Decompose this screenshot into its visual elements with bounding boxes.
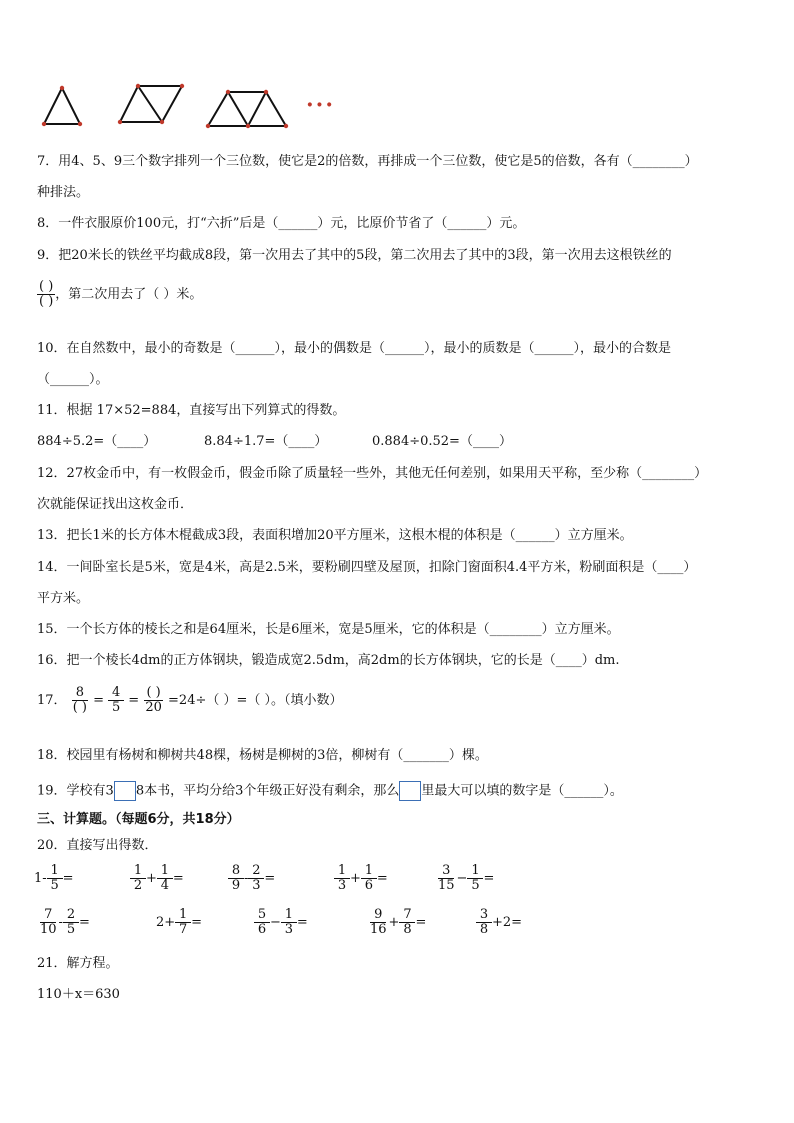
triangle-figure-2 <box>120 86 182 122</box>
fraction-1: $\frac{8}{( )}$ <box>72 685 87 715</box>
blank-box[interactable] <box>114 781 136 801</box>
triangle-figure-3 <box>208 92 286 126</box>
calc-1: 1- $\frac{1}{5}$ = <box>34 863 74 893</box>
question-9-tail: ，第二次用去了（ ）米。 <box>55 287 203 302</box>
calc-4: $\frac{1}{3}$ + $\frac{1}{6}$ = <box>334 864 388 893</box>
question-9-line-1: 9．把20米长的铁丝平均截成8段，第一次用去了其中的5段，第二次用去了其中的3段，第一次用去这根铁丝的 <box>37 248 672 263</box>
section-3-heading: 三、计算题。（每题6分，共18分） <box>37 812 240 827</box>
fraction-blank: $\frac{( )}{( )}$ <box>39 279 54 309</box>
question-8: 8．一件衣服原价100元，打“六折”后是（______）元，比原价节省了（______）元。 <box>37 216 526 231</box>
equals-sign: = <box>93 693 105 708</box>
calc-8: $\frac{5}{6}$ − $\frac{1}{3}$ = <box>254 908 308 937</box>
question-11: 11．根据 17×52=884，直接写出下列算式的得数。 <box>37 403 346 418</box>
question-7-line-2: 种排法。 <box>37 185 90 200</box>
question-11-expr-3: 0.884÷0.52=（____） <box>372 434 512 449</box>
question-16: 16．把一个棱长4dm的正方体钢块，锻造成宽2.5dm，高2dm的长方体钢块，它的长是（____）dm. <box>37 653 620 668</box>
question-15: 15．一个长方体的棱长之和是64厘米，长是6厘米，宽是5厘米，它的体积是（________）立方厘米。 <box>37 622 620 637</box>
fraction-2: $\frac{4}{5}$ <box>108 686 124 715</box>
question-18: 18．校园里有杨树和柳树共48棵，杨树是柳树的3倍，柳树有（_______）棵。 <box>37 748 488 763</box>
question-13: 13．把长1米的长方体木棍截成3段，表面积增加20平方厘米，这根木棍的体积是（______）立方厘米。 <box>37 528 633 543</box>
question-14-line-1: 14．一间卧室长是5米，宽是4米，高是2.5米，要粉刷四壁及屋顶，扣除门窗面积4.4平方米，粉刷面积是（____） <box>37 560 697 575</box>
question-11-expr-2: 8.84÷1.7=（____） <box>204 434 328 449</box>
triangle-figures <box>30 78 350 134</box>
question-19-part-1: 19．学校有3 <box>37 783 114 799</box>
question-14-line-2: 平方米。 <box>37 591 90 606</box>
triangle-figure-1 <box>44 88 80 124</box>
question-17 <box>37 686 343 715</box>
question-21: 21．解方程。 <box>37 956 119 971</box>
question-19-part-3: 里最大可以填的数字是（______）。 <box>421 783 623 799</box>
question-10-line-2: （______）。 <box>37 372 109 387</box>
calc-9: $\frac{9}{16}$ + $\frac{7}{8}$ = <box>370 907 427 937</box>
question-17-label: 17． <box>37 693 67 708</box>
calc-6: $\frac{7}{10}$ - $\frac{2}{5}$ = <box>40 907 90 937</box>
equation: 110＋x＝630 <box>37 987 120 1002</box>
question-12-line-1: 12．27枚金币中，有一枚假金币，假金币除了质量轻一些外，其他无任何差别，如果用天平称，至少称（________） <box>37 466 708 481</box>
calc-3: $\frac{8}{9}$ - $\frac{2}{3}$ = <box>228 864 275 893</box>
question-9-line-2 <box>37 280 202 309</box>
blank-box[interactable] <box>399 781 421 801</box>
question-12-line-2: 次就能保证找出这枚金币． <box>37 497 194 512</box>
question-19 <box>37 781 623 801</box>
fraction-3: $\frac{( )}{20}$ <box>145 685 162 715</box>
ellipsis-dots: ··· <box>306 92 335 118</box>
question-10-line-1: 10．在自然数中，最小的奇数是（______），最小的偶数是（______），最小的质数是（______），最小的合数是 <box>37 341 672 356</box>
calc-5: $\frac{3}{15}$ − $\frac{1}{5}$ = <box>438 863 495 893</box>
question-7-line-1: 7．用4、5、9三个数字排列一个三位数，使它是2的倍数，再排成一个三位数，使它是5的倍数，各有（________） <box>37 154 698 169</box>
question-11-expr-1: 884÷5.2=（____） <box>37 434 157 449</box>
calc-7: 2+ $\frac{1}{7}$ = <box>156 907 203 937</box>
question-19-part-2: 8本书，平均分给3个年级正好没有剩余，那么 <box>135 783 400 799</box>
calc-2: $\frac{1}{2}$ + $\frac{1}{4}$ = <box>130 864 184 893</box>
equals-sign: = <box>128 693 140 708</box>
calc-10: $\frac{3}{8}$ +2= <box>476 908 522 937</box>
question-17-tail: =24÷（ ）=（ ）。（填小数） <box>168 693 343 708</box>
question-20: 20．直接写出得数． <box>37 838 158 853</box>
